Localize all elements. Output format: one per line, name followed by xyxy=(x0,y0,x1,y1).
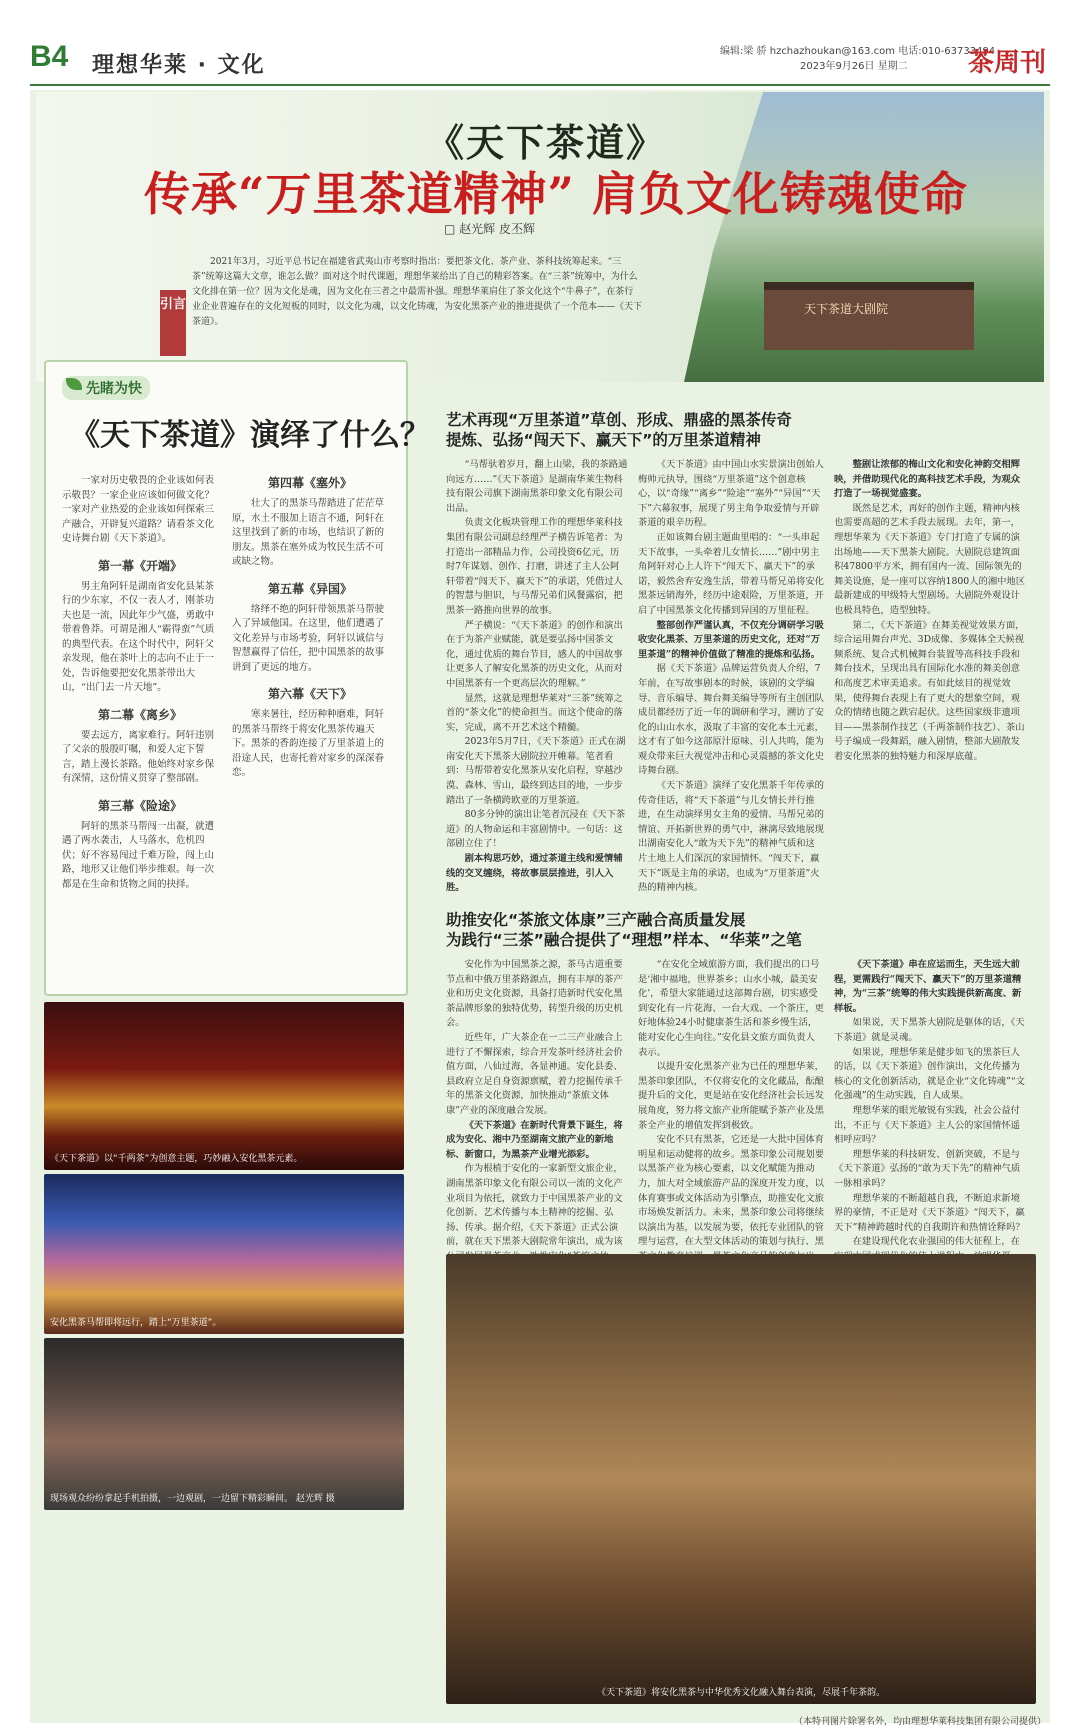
brand-logo: 茶周刊 xyxy=(967,48,1046,78)
intro-label: 引言 xyxy=(160,290,186,356)
paragraph: “马帮驮着岁月，翻上山梁，我的茶路通向远方……”《天下茶道》是湖南华莱生物科技有限公司旗下湖南黑茶印象文化有限公司出品。 xyxy=(446,459,628,514)
footer-credit: （本特刊图片除署名外，均由理想华莱科技集团有限公司提供） xyxy=(793,1717,1046,1727)
paragraph-bold: 剧本构思巧妙，通过茶道主线和爱情辅线的交叉缠绕，将故事层层推进，引人入胜。 xyxy=(446,853,623,894)
date-line: 2023年9月26日 星期二 xyxy=(800,61,908,72)
photo-audience xyxy=(44,1338,404,1510)
section2-col1 xyxy=(446,958,628,1248)
section2-heading xyxy=(446,910,1036,950)
section2-col2 xyxy=(638,958,824,1248)
paragraph: 以提升安化黑茶产业为已任的理想华莱，黑茶印象团队，不仅将安化的文化藏品，酝酿提升后的文化，更是站在安化经济社会长远发展角度，努力将文旅产业所能赋予茶产业及黑茶全产业的增值发挥到极致。 xyxy=(638,1061,824,1131)
section2-title-line2: 为践行“三茶”融合提供了“理想”样本、“华莱”之笔 xyxy=(446,931,802,949)
act-title: 第六幕《天下》 xyxy=(267,687,352,701)
kicker-title: 《天下茶道》 xyxy=(426,120,667,165)
act-text: 壮大了的黑茶马帮踏进了茫茫草原，水土不服加上语言不通，阿轩在这里找到了新的市场，也结识了新的朋友。黑茶在塞外成为牧民生活不可或缺之物。 xyxy=(232,498,385,567)
preview-title: 《天下茶道》演绎了什么？ xyxy=(70,418,430,453)
paragraph-bold: 《天下茶道》在新时代背景下诞生，将成为安化、湘中乃至湖南文旅产业的新地标、新窗口，为黑茶产业增光添彩。 xyxy=(446,1119,623,1160)
section2-title-line1: 助推安化“茶旅文体康”三产融合高质量发展 xyxy=(446,911,746,929)
paragraph: “在安化全域旅游方面，我们提出的口号是‘湘中福地，世界茶乡；山水小城，最美安化’，希望大家能通过这部舞台剧，切实感受到安化有一片花海、一台大戏、一个茶庄，更好地体验24小时健康茶生活和茶乡慢生活，能对安化心生向往。”安化县文旅方面负责人表示。 xyxy=(638,959,824,1058)
paragraph: 《天下茶道》由中国山水实景演出创始人梅帅元执导，围绕“万里茶道”这个创意核心，以“奇缘”“离乡”“险途”“塞外”“异国”“天下”六幕叙事，展现了男主角争取爱情与开辟茶道的艰辛历程。 xyxy=(638,459,824,529)
act-title: 第三幕《险途》 xyxy=(97,798,182,813)
preview-box xyxy=(44,360,430,996)
section1-title-line2: 提炼、弘扬“闯天下、赢天下”的万里茶道精神 xyxy=(446,431,761,449)
paragraph: 作为根植于安化的一家新型文旅企业，湖南黑茶印象文化有限公司以一流的文化产业项目为依托，就致力于中国黑茶产业的文化创新、艺术传播与本土精神的挖掘、弘扬、传承。据介绍，《天下茶道》正式公演前，就在天下黑茶大剧院常年演出，成为该 xyxy=(446,1163,623,1248)
editor-line: 编辑:梁 骄 hzchazhoukan@163.com 电话:010-63733494 xyxy=(720,46,996,57)
paragraph: 2023年5月7日，《天下茶道》正式在湖南安化天下黑茶大剧院拉开帷幕。笔者看到：马帮带着安化黑茶从安化启程，穿越沙漠、森林、雪山，最终到达目的地，一步步踏出了一条横跨欧亚的万里茶道。 xyxy=(446,736,626,806)
act-text: 要去远方，离家难行。阿轩违别了父亲的殷殷叮嘱，和爱人定下誓言，踏上漫长茶路。他始终对家乡保有深情，这份情义贯穿了整部剧。 xyxy=(62,729,215,784)
photo3-caption xyxy=(50,1491,398,1504)
theatre-sign: 天下茶道大剧院 xyxy=(804,302,889,316)
paragraph-bold: 《天下茶道》串在应运而生，天生远大前程，更需践行“闯天下、赢天下”的万里茶道精神，为“三茶”统筹的伟大实践提供新高度、新样板。 xyxy=(834,959,1022,1014)
section1-col3 xyxy=(834,458,1028,764)
preview-tag xyxy=(62,376,150,400)
photo1-caption: 《天下茶道》以“千两茶”为创意主题，巧妙融入安化黑茶元素。 xyxy=(50,1154,303,1164)
paragraph: 如果说，理想华莱是健步如飞的黑茶巨人的话，以《天下茶道》创作演出，文化传播为核心的文化创新活动，就是企业“文化铸魂”“文化强魂”的生动实践，自人成果。 xyxy=(834,1046,1025,1102)
photo3-credit: 赵光辉 摄 xyxy=(295,1494,335,1504)
paragraph: 正如该舞台剧主题曲里唱的：“一头串起天下故事，一头牵着儿女情长……”剧中男主角阿轩对心上人许下“闯天下、赢天下”的承诺，毅然舍弃安逸生活，带着马帮兄弟将安化黑茶远销海外，经历中途艰险，万里茶道，开启了中国黑茶文化传播到异国的万里征程。 xyxy=(638,531,824,616)
intro-text: 2021年3月，习近平总书记在福建省武夷山市考察时指出：要把茶文化、茶产业、茶科技统筹起来。“三茶”统筹这篇大文章，谁怎么做？面对这个时代课题，理想华莱给出了自己的精彩答案。在“三茶”统筹中，为什么文化排在第一位？因为文化是魂，因为文化在三者之中最需补强。理想华莱肩住了茶文化这个“牛鼻子”，在茶行业企业普遍存在的文化短板的同时，以文化为魂，以文化铸魂，为安化黑茶产业的推进提供了一个范本——《天下茶道》。 xyxy=(192,257,643,327)
paragraph: 如果说，天下黑茶大剧院是躯体的话，《天下茶道》就是灵魂。 xyxy=(834,1017,1025,1043)
banner xyxy=(36,92,1044,382)
photo-stage-scene xyxy=(44,1174,404,1334)
page-header xyxy=(30,38,1050,86)
act-text: 络绎不绝的阿轩带领黑茶马帮驶入了异域他国。在这里，他们遭遇了文化差异与市场考验，阿轩以诚信与智慧赢得了信任，把中国黑茶的故事讲到了更远的地方。 xyxy=(232,603,385,673)
section1-heading xyxy=(446,410,1036,450)
photo-tea-bundle xyxy=(44,1002,404,1170)
act-title: 第一幕《开端》 xyxy=(97,558,182,573)
act-title: 第二幕《离乡》 xyxy=(97,707,182,722)
editor-info xyxy=(720,44,995,74)
act-text: 寒来暑往，经历种种磨难，阿轩的黑茶马帮终于将安化黑茶传遍天下。黑茶的香韵连接了万里茶道上的沿途人民，也寄托着对家乡的深深眷恋。 xyxy=(232,709,385,778)
paragraph: 负责文化板块管理工作的理想华莱科技集团有限公司副总经理严子横告诉笔者：为打造出一部精品力作，公司投资6亿元，历时7年谋划、创作、打磨，讲述了主人公阿轩带着“闯天下、赢天下”的承诺，凭借过人的智慧与胆识，与马帮兄弟们风餐露宿，把黑茶一路推向世界的故事。 xyxy=(446,517,623,616)
page-number: B4 xyxy=(30,40,69,73)
section1-col1 xyxy=(446,458,628,896)
photo-dance-performance xyxy=(446,1254,1036,1704)
paragraph: 第二，《天下茶道》在舞美视觉效果方面，综合运用舞台声光、3D成像、多媒体全天候视频系统、复合式机械舞台装置等高科技手段和舞台技术，呈现出具有国际化水准的舞美创意和高度艺术审美追求。有如此炫目的视觉效果，使得舞台表现上有了更大的想象空间，观众的情绪也随之跌宕起伏。这些国家级非遗项目——黑茶制作技艺（千两茶制作技艺）、茶山号子编成一段舞蹈，融入剧情，整部大剧散发着安化黑茶的独特魅力和深厚底蕴。 xyxy=(834,619,1025,762)
paragraph: 安化不只有黑茶，它还是一大批中国体育明星和运动健将的故乡。黑茶印象公司规划要以黑茶产业为核心要素，以文化赋能为推动力，加大对全域旅游产品的深度开发力度，以体育赛事或文体活动为引擎点，助推安化文旅市场焕发新活力。未来，黑茶印象公司将继续以演出为基，以发展为要，依托专业团队的管理与运营，在大型文体活动的策划与执行、黑 xyxy=(638,1134,824,1248)
paragraph-bold: 整部创作严谨认真，不仅充分调研学习吸收安化黑茶、万里茶道的历史文化，还对“万里茶道”的精神价值做了精准的提炼和弘扬。 xyxy=(638,619,824,660)
paragraph-bold: 整剧让浓郁的梅山文化和安化神韵交相辉映，并借助现代化的高科技艺术手段，为观众打造了一场视觉盛宴。 xyxy=(834,459,1020,500)
paragraph: 据《天下茶道》品牌运营负责人介绍，7年前，在写故事剧本的时候，该剧的文学编导、音乐编导、舞台舞美编导等所有主创团队成员都经历了近一年的调研和学习，溯访了安化的山山水水，汲取了丰富的安化本土元素，这才有了如今这部原汁原味、引人共鸣，能为观众带来巨大视觉冲击和心灵震撼的茶文化史诗舞台剧。 xyxy=(638,663,824,777)
paragraph: 在建设现代化农业强国的伟大征程上，在 xyxy=(852,1236,1020,1248)
paragraph: 严子横说：“《天下茶道》的创作和演出在于为茶产业赋能，就是要弘扬中国茶文化，通过优质的舞台节目，感人的中国故事让更多人了解安化黑茶的历史文化，从而对中国黑茶有一个更高层次的理解。” xyxy=(446,619,623,689)
byline: □ 赵光辉 皮丕辉 xyxy=(444,222,535,236)
paragraph: 理想华莱的不断超越自我，不断追求新境界的豪情，不正是对《天下茶道》“闯天下，赢天下”精神跨越时代的自我期许和热情诠释吗？ xyxy=(834,1192,1025,1233)
preview-intro: 一家对历史敬畏的企业该如何表示敬畏？一家企业应该如何做文化？一家对产业热爱的企业该如何探索三产融合，开辟复兴道路？请看茶文化史诗舞台剧《天下茶道》。 xyxy=(62,475,215,544)
act-title: 第四幕《塞外》 xyxy=(267,476,352,490)
act-title: 第五幕《异国》 xyxy=(267,581,352,596)
photo3-caption-text: 现场观众纷纷拿起手机拍摄，一边观剧，一边留下精彩瞬间。 xyxy=(50,1494,294,1504)
act-text: 男主角阿轩是湖南省安化县某茶行的少东家，不仅一表人才，刚茶功夫也是一流，因此年少气盛，勇敢中带着鲁莽。可谓是湘人“霸得蛮”气质的典型代表。在这个时代中，阿轩父亲发现，他在茶叶上的志向不止于一处，告诉他要把安化黑茶带出大山，“出门去一片天地”。 xyxy=(62,580,215,693)
paragraph: 安化作为中国黑茶之源，茶马古道重要节点和中俄万里茶路源点，拥有丰厚的茶产业和历史文化资源，具备打造新时代安化黑茶品牌形象的独特优势，转型升级的历史机会。 xyxy=(446,959,623,1029)
paragraph: 近些年，广大茶企在一二三产业融合上进行了不懈探索，综合开发茶叶经济社会价值方面，八仙过海，各显神通。安化县委、县政府立足自身资源禀赋，着力挖掘传承千年的黑茶文化资源，加快推动“茶旅文体康”产业的深度融合发展。 xyxy=(446,1031,623,1116)
preview-col-right xyxy=(232,474,388,781)
paragraph: 理想华莱的科技研发、创新突破，不是与《天下茶道》弘扬的“敢为天下先”的精神气质一脉相承吗？ xyxy=(834,1148,1021,1189)
photo2-caption: 安化黑茶马帮即将远行，踏上“万里茶道”。 xyxy=(50,1318,222,1328)
preview-tag-label: 先睹为快 xyxy=(86,381,142,397)
paragraph: 80多分钟的演出让笔者沉浸在《天下茶道》的人物命运和丰富剧情中。一句话：这部剧立住了！ xyxy=(446,809,626,850)
paragraph: 显然，这就是理想华莱对“三茶”统筹之首的“茶文化”的使命担当。而这个使命的落实，完成，离不开艺术这个精髓。 xyxy=(446,692,623,733)
section1-col2 xyxy=(638,458,824,896)
section1-title-line1: 艺术再现“万里茶道”草创、形成、鼎盛的黑茶传奇 xyxy=(446,411,792,429)
paragraph: 《天下茶道》演绎了安化黑茶千年传承的传奇佳话，将“天下茶道”与儿女情长并行推进，在生动演绎男女主角的爱情、马帮兄弟的情谊、开拓新世界的勇气中，淋漓尽致地展现出湖南安化人“敢为天下先”的精神气质和这片土地上人们深沉的家国情怀。“闯天下，赢天下”既是主角的承诺，也成为“万里茶道”火热的精神内核。 xyxy=(638,780,824,894)
paragraph: 理想华莱的眼光敏锐有实践，社会公益付出，不正与《天下茶道》主人公的家国情怀遥相呼应吗？ xyxy=(834,1104,1020,1146)
photo4-caption: 《天下茶道》将安化黑茶与中华优秀文化融入舞台表演，尽展千年茶韵。 xyxy=(596,1688,885,1698)
section-name: 理想华莱 · 文化 xyxy=(92,53,266,78)
section2-col3 xyxy=(834,958,1028,1248)
headline: 传承“万里茶道精神” 肩负文化铸魂使命 xyxy=(144,167,968,221)
preview-col-left xyxy=(62,474,218,892)
theatre-building xyxy=(764,282,974,350)
paragraph: 既然是艺术，再好的创作主题，精神内核也需要高超的艺术手段去展现。去年，第一，理想华莱为《天下茶道》专门打造了专属的演出场地——天下黑茶大剧院。大剧院总建筑面积47800平方米，拥有国内一流、国际领先的舞美设施，是一座可以容纳1800人的湘中地区最新建成的甲级特大型剧场。大剧院外观设计也极具特色，造型独特。 xyxy=(834,502,1026,616)
leaf-icon xyxy=(66,378,82,390)
act-text: 阿轩的黑茶马帮闯一出凝，就遭遇了两水袭击，人马落水，危机四伏；好不容易闯过千难万险，闯上山路，地形又让他们举步维艰。每一次都是在生命和货物之间的抉择。 xyxy=(62,820,215,890)
